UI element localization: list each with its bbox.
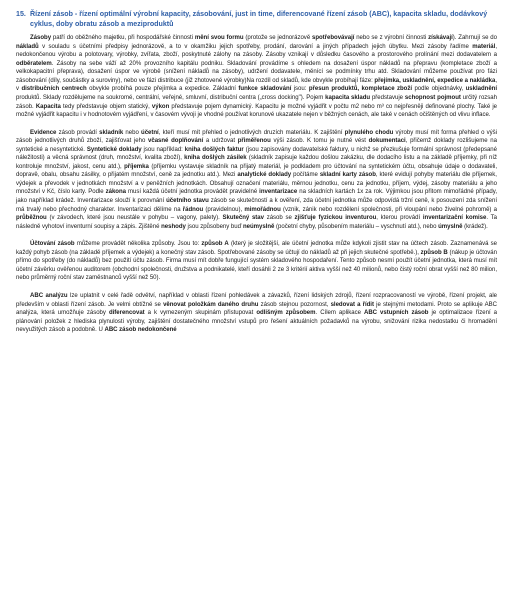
text-run: představuje pojem dynamický. Kapacitu je možné vyjádřit v počtu m2 nebo m³ co nejpřesněji definované plochy. Také je možné vyjádřit kapacitu i v hodnotovém vyjádření, v časovém vývoji je vhodné používat korunové ukazatele nejen v běžných cenách, ale také v cenách očištěných od vlivu inflace.	[16, 103, 498, 119]
text-run: a udržovat	[203, 138, 238, 145]
bold-term: sledovat a řídit	[330, 301, 374, 308]
text-run: určitý rozsah zásob.	[16, 95, 497, 110]
text-run: (jsou zapisovány dodavatelské faktury, u nichž se přezkušuje formální správnost (předepsané náležitosti) a věcná správnost (druh, množství, kvalita zboží),	[16, 146, 497, 162]
text-run: produktů. Sklady rozdělujeme na soukromé, centrální, veřejné, smluvní, distribuční centra („cross docking"). Pojem	[16, 95, 326, 102]
text-run: zásob se skutečností a k ověření, zda účetní jednotka může odpovídá tržní ceně, k posouzení zda snížení má trvalý nebo přechodný charakter. Inventarizaci dělíme na	[16, 198, 497, 213]
bold-term: neshody	[161, 223, 186, 230]
text-run: výroby musí mít forma přehled o výši zásob jednotlivých druhů zboží, zajišťovat jeho	[16, 129, 497, 145]
text-run: , které evidují pohyby materiálu dle příjemek, výdejek a převodek v jednotkách množství a v peněžních jednotkách. Obsahují označení materiálu, měrnou jednotku, cenu za jednotku, příjem, výdej, zásoby materiálu a jeho množství v Kč, číslo karty. Podle	[16, 172, 497, 196]
text-run: , kteří musí mít přehled o jednotlivých druzích materiálu. K zajištění	[158, 129, 345, 136]
paragraph-evidence	[16, 129, 497, 232]
text-run: ). Zahrnují se do	[452, 35, 497, 42]
text-run: počítáme	[291, 172, 320, 179]
bold-term: účetního stavu	[166, 198, 209, 205]
text-run: nebo se z výrobní činnosti	[354, 35, 429, 42]
bold-term: schopnost pojmout	[404, 95, 461, 102]
bold-term: zjišťuje fyzickou inventurou	[294, 215, 377, 222]
text-run: , nedokončenou výrobu a polotovary, výrobky, zvířata, zboží, poskytnuté zálohy na zásoby. Zásoby vznikají v důsledku časového a prostorového prolínání mezi dodavatelem a	[16, 43, 497, 59]
bold-term: dokumentaci	[368, 138, 406, 145]
section-heading	[16, 10, 497, 29]
text-run: patří do oběžného majetku, při hospodářské činnosti	[51, 35, 195, 42]
text-run: , v	[16, 77, 498, 93]
bold-term: účetní	[141, 129, 159, 136]
text-run: je stejnými metodami. Proto se aplikuje ABC analýza, která umožňuje zásoby	[16, 301, 497, 317]
text-run: nebo	[123, 129, 142, 136]
text-run: představuje	[370, 95, 405, 102]
bold-term: Evidence	[30, 129, 57, 136]
text-run: výši zásob. K tomu je nutné vést	[270, 138, 369, 145]
text-run: a k vymezeným skupinám přistupovat	[144, 310, 257, 317]
text-run: v souladu s účetními předpisy jednorázově, a to v okamžiku jejich spotřeby, prodání, darování a jiných případech jejich úbytku. Mezi zásoby řadíme	[38, 43, 473, 50]
paragraph-abc-analyza	[16, 292, 497, 335]
bold-term: funkce skladování	[238, 86, 292, 93]
bold-term: Účtování zásob	[30, 241, 75, 248]
bold-term: inventarizační komise	[422, 215, 487, 222]
text-run: zásob stejnou pozornost,	[258, 301, 331, 308]
text-run: (krádež).	[462, 223, 488, 230]
text-run: (příjemku vystavuje skladník na přijatý materiál, je podkladem pro účtování na syntetickém účtu, obsahuje údaje o dodavateli, dopravě, obalu, obsahu zásilky, o přijatém množství, ceně za jednotku atd.). Mezi	[16, 163, 497, 179]
bold-term: odlišným způsobem	[256, 310, 316, 317]
text-run: (početní chyby, působením materiálu – vyschnutí atd.), nebo	[274, 223, 439, 230]
bold-term: distribučních centrech	[21, 86, 87, 93]
text-run: (protože se jednorázově	[243, 35, 312, 42]
bold-term: zákona	[105, 189, 126, 196]
bold-term: Syntetické doklady	[86, 146, 142, 153]
bold-term: Kapacita	[35, 103, 61, 110]
text-run: jsou:	[291, 86, 309, 93]
text-run: tedy představuje objem statický,	[60, 103, 152, 110]
text-run: (vznik, zánik nebo rozdělení společnosti, při vloupání nebo živelné pohromě) a	[280, 206, 497, 213]
bold-term: přejímka, uskladnění, expedice a nakládka	[374, 77, 496, 84]
paragraph-zasoby	[16, 34, 497, 119]
text-run: obvykle probíhá pouze přejímka a expedice. Základní	[86, 86, 239, 93]
bold-term: uskladnění	[465, 86, 498, 93]
section-title: Řízení zásob - řízení optimální výrobní kapacity, zásobování, just in time, diferencované řízení zásob (ABC), kapacita skladu, dodávkový cyklus, doby obratu zásob a meziproduktů	[30, 10, 488, 28]
bold-term: přiměřenou	[237, 138, 271, 145]
text-run: je optimalizace řízení a plánování položek z hlediska plynulosti výroby, zajištění dostatečného množství vstupů pro řešení aktuálních požadavků na výrobu, snižování rizika nedostatku či hromadění nevyužitých zásob a podobně. U	[16, 310, 497, 334]
bold-term: inventarizace	[259, 189, 298, 196]
bold-term: skladní karty zásob	[319, 172, 376, 179]
text-run: podle objednávky,	[412, 86, 466, 93]
bold-term: získávají	[428, 35, 453, 42]
bold-term: ABC zásob nedokončené	[104, 327, 177, 334]
bold-term: výkon	[151, 103, 170, 110]
bold-term: řádnou	[182, 206, 204, 213]
text-run: musí každá účetní jednotka provádět pravidelné	[126, 189, 260, 196]
bold-term: kapacita skladu	[325, 95, 371, 102]
text-run: (v závodech, které jsou neustále v pohybu – vagony, palety).	[46, 215, 223, 222]
text-run: (skladník zapisuje každou došlou zakázku, dle dodacího listu a na základě příjemky, při níž kontroluje množství, jakost, cenu atd.),	[16, 155, 497, 170]
bold-term: mění svou formu	[194, 35, 244, 42]
bold-term: materiál	[472, 43, 496, 50]
text-run: (pravidelnou),	[203, 206, 245, 213]
bold-term: věnovat položkám daného druhu	[163, 301, 259, 308]
text-run: , kterou provádí	[376, 215, 423, 222]
text-run: . Cílem aplikace	[315, 310, 364, 317]
text-run: zásob provádí	[56, 129, 100, 136]
text-run: zásob se	[263, 215, 295, 222]
bold-term: kniha došlých faktur	[184, 146, 244, 153]
bold-term: ABC analýzu	[30, 292, 68, 299]
bold-term: úmyslně	[438, 223, 463, 230]
bold-term: plynulého chodu	[344, 129, 394, 136]
bold-term: včasné doplňování	[148, 138, 204, 145]
text-run: můžeme provádět několika způsoby. Jsou to:	[74, 241, 202, 248]
bold-term: Skutečný stav	[222, 215, 264, 222]
text-run: . Ta následně vyhotoví inventurní soupisy a zápis. Zjištěné	[16, 215, 497, 230]
text-run: na skladních kartách 1x za rok. Výjimkou jsou přitom mimořádné případy, jako například krádež. Inventarizace slouží k porovnání	[16, 189, 497, 205]
bold-term: analytické doklady	[237, 172, 292, 179]
bold-term: mimořádnou	[244, 206, 281, 213]
bold-term: neúmyslně	[242, 223, 275, 230]
bold-term: ABC vstupních zásob	[363, 310, 429, 317]
bold-term: Zásoby	[30, 35, 52, 42]
text-run: jsou způsobeny buď	[185, 223, 243, 230]
bold-term: kniha došlých zásilek	[184, 155, 247, 162]
bold-term: průběžnou	[16, 215, 47, 222]
text-run: (nákup je účtován přímo do spotřeby (do nákladů) bez použití účtu zásob. Firma musí mít dobře fungující systém skladového hospodaření. Tento způsob nesmí použít účetní jednotka, která musí mít účetní závěrku ověřenou auditorem (obchodní společnosti, družstva a podnikatelé, kteří dosáhli 2 ze 3 kritérií aktiva vyšší než 40 milionů, nebo čistý roční obrat vyšší než 80 milion, nebo průměrný roční stav zaměstnanců vyšší než 50).	[16, 249, 497, 282]
bold-term: spotřebovávají	[311, 35, 355, 42]
bold-term: způsob B	[420, 249, 448, 256]
text-run: lze uplatnit v celé řadě odvětví, například v oblasti řízení pohledávek a závazků, řízení lidských zdrojů, řízení rozpracovaností ve výrobě, řízení projekt, ale především v oblasti řízení zásob. Je velmi obtížné se	[16, 292, 497, 308]
text-run: . Zásoby na sebe váží až 20% provozního kapitálu podniku. Skladování provádíme s ohledem na dosažení úspor nákladů na přepravu (kompletace zboží a velkokapacitní přeprava), dosažení úspor ve výrobě (snížení nákladů na zásoby), udržení dodavatele, měnící se podmínky trhu atd. Skladování můžeme používat pro fázi zásobování (díly, součástky a suroviny), nebo ve fázi distribuce (již zhotovené výrobky)Na rozdíl od skladů, kde obvykle probíhají fáze:	[16, 60, 497, 84]
text-run: (který je složitější, ale účetní jednotka může kdykoli zjistit stav na účtech zásob. Zaznamenává se každý pohyb zásob (na základě příjemek a výdejek) a konečný stav zásob. Spotřebované zásoby se účtují do nákladů až při jejich skutečné spotřebě.),	[16, 241, 498, 256]
bold-term: přesun produktů, kompletace zboží	[308, 86, 412, 93]
bold-term: příjemka	[124, 163, 149, 170]
section-number: 15.	[16, 10, 26, 18]
paragraph-uctovani	[16, 240, 497, 283]
bold-term: způsob A	[201, 241, 229, 248]
bold-term: diferencovat	[108, 310, 145, 317]
bold-term: nákladů	[16, 43, 39, 50]
text-run: , přičemž doklady rozlišujeme na syntetické a nesyntetické.	[16, 138, 497, 153]
text-run: jsou například:	[141, 146, 185, 153]
bold-term: odběratelem	[16, 60, 52, 67]
bold-term: skladník	[99, 129, 124, 136]
